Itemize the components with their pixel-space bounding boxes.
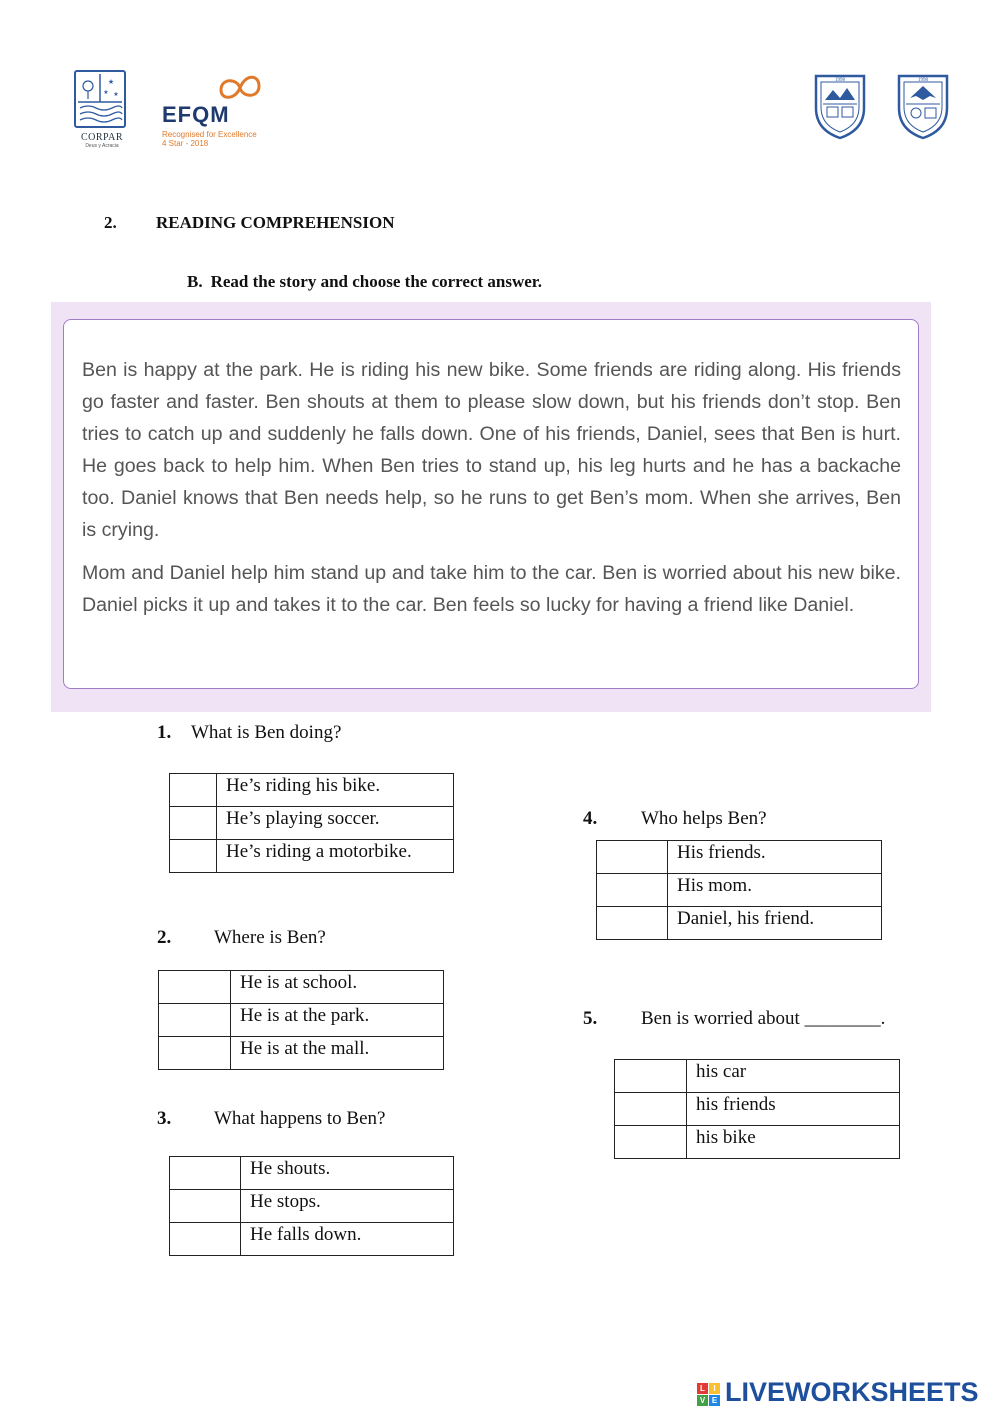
- answer-table-1: [169, 773, 454, 873]
- answer-row: [597, 907, 882, 940]
- corpar-motto: Deus y Acracia: [85, 143, 119, 149]
- answer-checkbox[interactable]: [615, 1060, 687, 1093]
- question-text: What happens to Ben?: [214, 1108, 386, 1129]
- answer-table-4: [596, 840, 882, 940]
- answer-row: [170, 840, 454, 873]
- instruction-heading: [187, 272, 542, 292]
- efqm-recognition-line: Recognised for Excellence: [162, 130, 257, 139]
- efqm-stars-line: 4 Star - 2018: [162, 139, 209, 148]
- answer-checkbox[interactable]: [159, 1037, 231, 1070]
- answer-option: He is at the park.: [231, 1004, 444, 1037]
- efqm-recognition: [162, 130, 257, 148]
- answer-checkbox[interactable]: [159, 1004, 231, 1037]
- efqm-infinity-icon: [215, 70, 265, 104]
- svg-text:★: ★: [103, 90, 109, 96]
- instruction-letter: B.: [187, 272, 203, 291]
- answer-option: He shouts.: [241, 1157, 454, 1190]
- logo-letter: E: [709, 1395, 720, 1406]
- answer-row: [597, 874, 882, 907]
- answer-row: [159, 1037, 444, 1070]
- shield-year: 1998: [835, 78, 845, 83]
- answer-option: He falls down.: [241, 1223, 454, 1256]
- answer-row: [159, 1004, 444, 1037]
- answer-checkbox[interactable]: [170, 1190, 241, 1223]
- svg-text:★: ★: [107, 78, 115, 86]
- question-number: 4.: [583, 808, 598, 829]
- liveworksheets-text: LIVEWORKSHEETS: [725, 1377, 979, 1407]
- answer-checkbox[interactable]: [170, 774, 217, 807]
- answer-row: [615, 1126, 900, 1159]
- question-number: 5.: [583, 1008, 598, 1029]
- school-shield-left: [813, 70, 867, 140]
- question-text: Ben is worried about ________.: [641, 1008, 886, 1029]
- answer-checkbox[interactable]: [597, 907, 668, 940]
- answer-table-3: [169, 1156, 454, 1256]
- svg-text:★: ★: [113, 92, 119, 98]
- answer-checkbox[interactable]: [615, 1093, 687, 1126]
- corpar-crest-icon: [74, 70, 126, 128]
- question-number: 2.: [157, 927, 172, 948]
- answer-option: His mom.: [668, 874, 882, 907]
- story-box: [63, 319, 919, 689]
- answer-checkbox[interactable]: [170, 1223, 241, 1256]
- logo-letter: L: [697, 1383, 708, 1394]
- corpar-logo: [74, 70, 130, 160]
- answer-option: His friends.: [668, 841, 882, 874]
- story-paragraph: Ben is happy at the park. He is riding his new bike. Some friends are riding along. His friends go faster and faster. Ben shouts at them to please slow down, but his friends don’t stop. Ben tries to catch up and suddenly he falls down. One of his friends, Daniel, sees that Ben is hurt. He goes back to help him. When Ben tries to stand up, his leg hurts and he has a backache too. Daniel knows that Ben needs help, so he runs to get Ben’s mom. When she arrives, Ben is crying.: [82, 359, 901, 541]
- question-number: 3.: [157, 1108, 172, 1129]
- answer-row: [170, 1190, 454, 1223]
- question-3: [157, 1108, 385, 1130]
- shield-icon: [896, 70, 950, 140]
- answer-row: [170, 1157, 454, 1190]
- answer-option: He’s riding his bike.: [217, 774, 454, 807]
- story-paragraph: Mom and Daniel help him stand up and take him to the car. Ben is worried about his new bike. Daniel picks it up and takes it to the car. Ben feels so lucky for having a friend like Daniel.: [82, 562, 901, 616]
- answer-row: [615, 1093, 900, 1126]
- answer-checkbox[interactable]: [170, 1157, 241, 1190]
- answer-row: [170, 774, 454, 807]
- logo-letter: I: [709, 1383, 720, 1394]
- answer-option: his car: [687, 1060, 900, 1093]
- answer-table-2: [158, 970, 444, 1070]
- answer-checkbox[interactable]: [170, 840, 217, 873]
- answer-checkbox[interactable]: [597, 874, 668, 907]
- efqm-logo: [160, 70, 280, 155]
- answer-option: He stops.: [241, 1190, 454, 1223]
- answer-option: He is at school.: [231, 971, 444, 1004]
- section-heading: [104, 213, 395, 233]
- question-text: Who helps Ben?: [641, 808, 767, 829]
- answer-table-5: [614, 1059, 900, 1159]
- shield-year: 1998: [918, 78, 928, 83]
- answer-option: his bike: [687, 1126, 900, 1159]
- question-text: What is Ben doing?: [191, 722, 342, 743]
- liveworksheets-logo-icon: [697, 1383, 721, 1407]
- corpar-name: CORPAR: [80, 132, 124, 143]
- answer-option: He’s riding a motorbike.: [217, 840, 454, 873]
- answer-option: He is at the mall.: [231, 1037, 444, 1070]
- section-number: 2.: [104, 213, 117, 232]
- answer-row: [170, 1223, 454, 1256]
- question-5: [583, 1008, 885, 1030]
- efqm-wordmark: EFQM: [162, 102, 230, 127]
- question-text: Where is Ben?: [214, 927, 326, 948]
- question-number: 1.: [157, 722, 172, 743]
- shield-icon: [813, 70, 867, 140]
- question-2: [157, 927, 326, 949]
- answer-row: [159, 971, 444, 1004]
- question-4: [583, 808, 767, 830]
- answer-row: [170, 807, 454, 840]
- answer-checkbox[interactable]: [159, 971, 231, 1004]
- school-shield-right: [896, 70, 950, 140]
- logo-letter: V: [697, 1395, 708, 1406]
- section-title: READING COMPREHENSION: [156, 213, 395, 232]
- instruction-text: Read the story and choose the correct answer.: [210, 272, 543, 291]
- answer-option: He’s playing soccer.: [217, 807, 454, 840]
- question-1: [157, 722, 341, 744]
- answer-row: [615, 1060, 900, 1093]
- answer-option: his friends: [687, 1093, 900, 1126]
- answer-option: Daniel, his friend.: [668, 907, 882, 940]
- answer-checkbox[interactable]: [615, 1126, 687, 1159]
- answer-checkbox[interactable]: [170, 807, 217, 840]
- answer-checkbox[interactable]: [597, 841, 668, 874]
- answer-row: [597, 841, 882, 874]
